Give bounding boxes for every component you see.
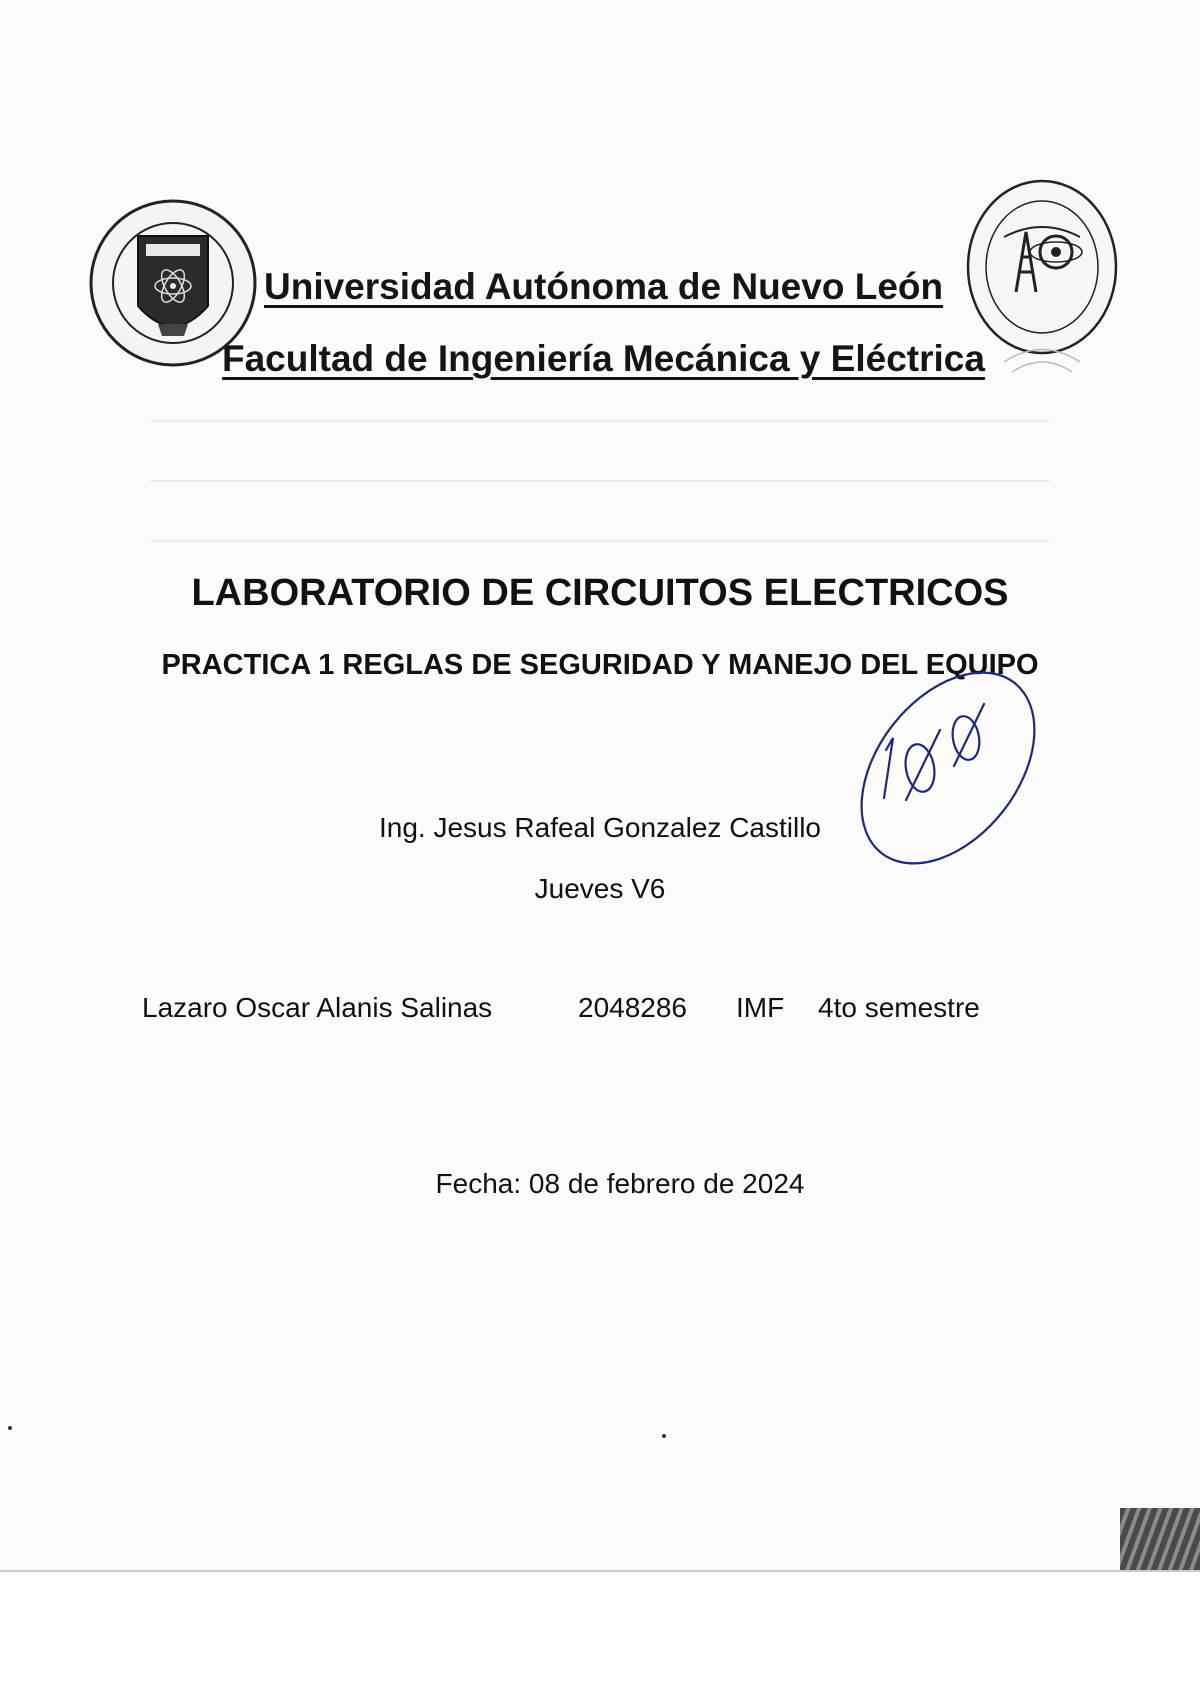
student-program: IMF <box>736 992 785 1023</box>
teacher-name: Ing. Jesus Rafeal Gonzalez Castillo <box>379 812 821 843</box>
faculty-name: Facultad de Ingeniería Mecánica y Eléctrica <box>222 338 985 379</box>
show-through-line <box>150 540 1050 542</box>
student-name: Lazaro Oscar Alanis Salinas <box>142 992 493 1023</box>
student-semester: 4to semestre <box>818 992 980 1023</box>
university-name: Universidad Autónoma de Nuevo León <box>264 266 944 307</box>
practice-title: PRACTICA 1 REGLAS DE SEGURIDAD Y MANEJO DEL EQUIPO <box>161 649 1039 681</box>
schedule: Jueves V6 <box>534 873 666 904</box>
show-through-line <box>150 420 1050 422</box>
date-line: Fecha: 08 de febrero de 2024 <box>435 1168 805 1199</box>
fime-seal-icon <box>964 172 1122 382</box>
student-id: 2048286 <box>578 992 688 1023</box>
lab-title: LABORATORIO DE CIRCUITOS ELECTRICOS <box>191 572 1009 614</box>
show-through-line <box>150 480 1050 482</box>
scan-bottom-margin <box>0 1570 1200 1700</box>
student-info-row <box>0 992 1200 1032</box>
scan-dot <box>8 1426 12 1430</box>
scan-corner-shadow <box>1120 1508 1200 1570</box>
scan-dot <box>662 1434 666 1438</box>
handwritten-grade-mark <box>848 650 1048 890</box>
